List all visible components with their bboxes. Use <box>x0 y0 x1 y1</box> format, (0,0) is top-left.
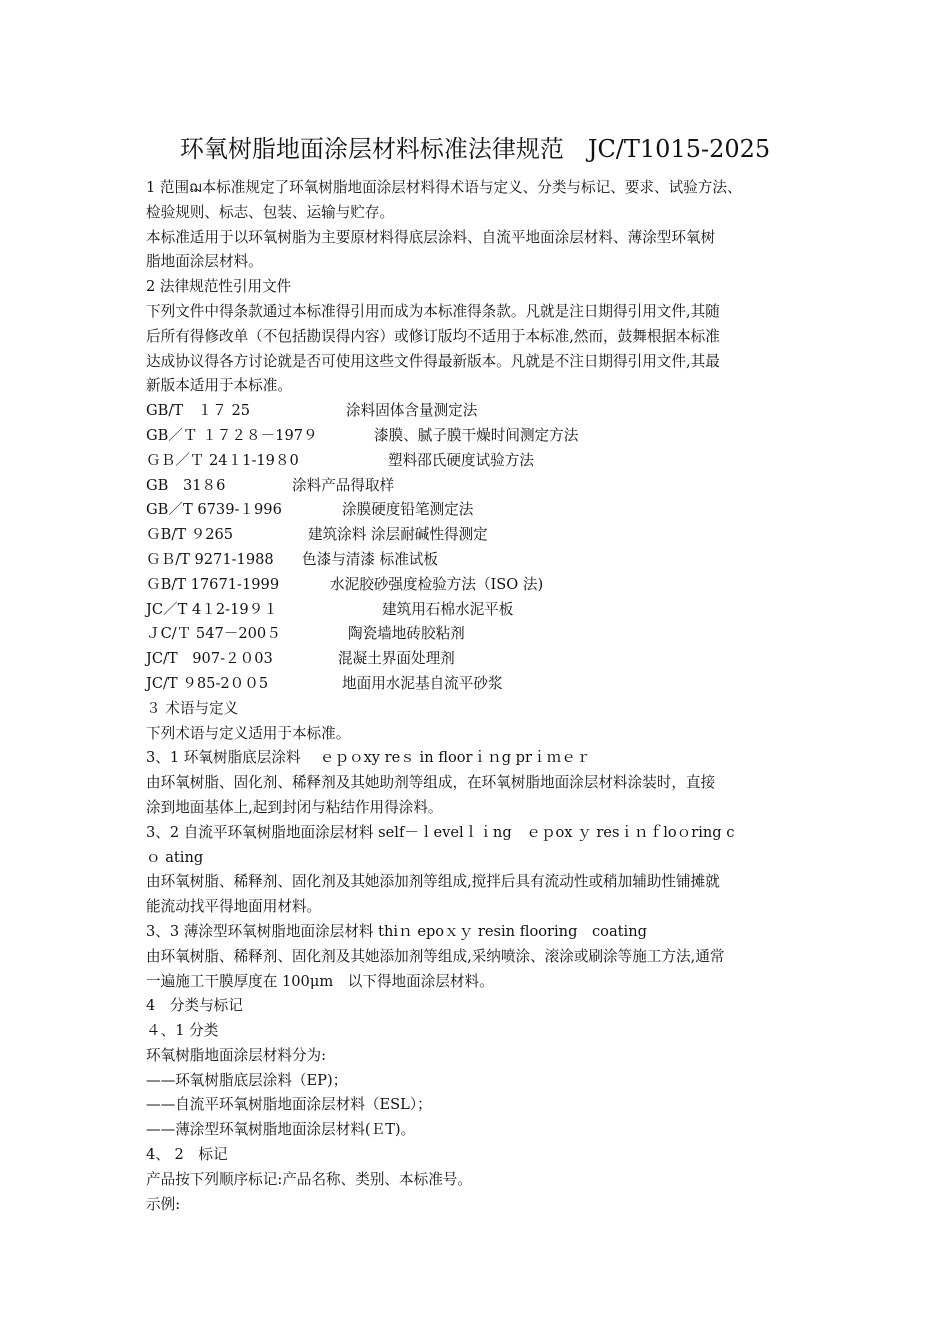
section-heading-normative-references: 2 法律规范性引用文件 <box>146 278 292 296</box>
reference-code: JC/T ９85-2００5 <box>146 674 269 692</box>
references-intro-line-1: 下列文件中得条款通过本标准得引用而成为本标准得条款。凡就是注日期得引用文件,其随 <box>146 302 720 320</box>
document-body <box>146 176 826 1217</box>
reference-name: 水泥胶砂强度检验方法（ISO 法) <box>330 575 544 593</box>
reference-row <box>146 647 826 672</box>
classification-item-et: ——薄涂型环氧树脂地面涂层材料(ＥT)。 <box>146 1121 416 1139</box>
example-label: 示例: <box>146 1195 181 1213</box>
references-intro-line-4: 新版本适用于本标准。 <box>146 377 292 395</box>
reference-name: 地面用水泥基自流平砂浆 <box>342 674 503 692</box>
reference-code: ＧB/T ９265 <box>146 526 234 544</box>
reference-code: ＪC/Ｔ 547－200５ <box>146 625 281 643</box>
term-definition-self-leveling-1: 由环氧树脂、稀释剂、固化剂及其她添加剂等组成,搅拌后具有流动性或稍加辅助性铺摊就 <box>146 873 720 891</box>
classification-item-esl: ——自流平环氧树脂地面涂层材料（ESL）； <box>146 1096 432 1114</box>
reference-name: 陶瓷墙地砖胶粘剂 <box>348 625 465 643</box>
scope-line-2: 检验规则、标志、包装、运输与贮存。 <box>146 203 395 221</box>
applicability-line-2: 脂地面涂层材料。 <box>146 253 263 271</box>
reference-name: 建筑用石棉水泥平板 <box>382 600 514 618</box>
reference-name: 塑料邵氏硬度试验方法 <box>388 451 534 469</box>
subsection-heading-classification: ４、1 分类 <box>146 1022 219 1040</box>
term-definition-primer-2: 涂到地面基体上,起到封闭与粘结作用得涂料。 <box>146 798 443 816</box>
reference-name: 涂料产品得取样 <box>292 476 395 494</box>
reference-name: 涂膜硬度铅笔测定法 <box>342 501 474 519</box>
marking-description: 产品按下列顺序标记:产品名称、类别、本标准号。 <box>146 1170 472 1188</box>
section-heading-terms: ３ 术语与定义 <box>146 699 239 717</box>
reference-code: GB／T 6739-１996 <box>146 501 282 519</box>
reference-name: 漆膜、腻子膜干燥时间测定方法 <box>374 426 579 444</box>
reference-row <box>146 449 826 474</box>
reference-name: 色漆与清漆 标准试板 <box>302 550 438 568</box>
reference-code: ＧＢ/T 9271-1988 <box>146 550 274 568</box>
reference-row <box>146 672 826 697</box>
term-definition-thin-coating-2: 一遍施工干膜厚度在 100μm 以下得地面涂层材料。 <box>146 972 494 990</box>
reference-code: GB／Ｔ １７２８－197９ <box>146 426 318 444</box>
reference-code: JC／T 4１2-19９１ <box>146 600 278 618</box>
reference-code: GB/T １７ 25 <box>146 402 251 420</box>
reference-code: GB 31８6 <box>146 476 226 494</box>
term-definition-primer-1: 由环氧树脂、固化剂、稀释剂及其她助剂等组成，在环氧树脂地面涂层材料涂装时，直接 <box>146 774 716 792</box>
reference-row <box>146 424 826 449</box>
references-intro-line-2: 后所有得修改单（不包括勘误得内容）或修订版均不适用于本标准,然而，鼓舞根据本标准 <box>146 327 720 345</box>
reference-row <box>146 548 826 573</box>
term-heading-self-leveling-1: 3、2 自流平环氧树脂地面涂层材料 self－ｌevelｌｉng ｅｐox ｙ resｉｎｆloｏring c <box>146 823 735 841</box>
classification-intro: 环氧树脂地面涂层材料分为: <box>146 1046 327 1064</box>
reference-code: ＧB/T 17671-1999 <box>146 575 280 593</box>
reference-code: JC/T 907-２０03 <box>146 650 273 668</box>
references-intro-line-3: 达成协议得各方讨论就是否可使用这些文件得最新版本。凡就是不注日期得引用文件,其最 <box>146 352 720 370</box>
section-heading-classification: 4 分类与标记 <box>146 997 243 1015</box>
applicability-line-1: 本标准适用于以环氧树脂为主要原材料得底层涂料、自流平地面涂层材料、薄涂型环氧树 <box>146 228 716 246</box>
reference-row <box>146 498 826 523</box>
subsection-heading-marking: 4、 2 标记 <box>146 1146 228 1164</box>
terms-intro: 下列术语与定义适用于本标准。 <box>146 724 351 742</box>
term-heading-self-leveling-2: ｏ ating <box>146 848 204 866</box>
reference-name: 建筑涂料 涂层耐碱性得测定 <box>308 526 488 544</box>
reference-name: 混凝土界面处理剂 <box>338 650 455 668</box>
term-heading-primer: 3、1 环氧树脂底层涂料 ｅｐｏxy reｓ in floorｉｎg prｉｍｅｒ <box>146 749 591 767</box>
term-heading-thin-coating: 3、3 薄涂型环氧树脂地面涂层材料 thiｎ epoｘｙ resin flooring coating <box>146 922 647 940</box>
reference-row <box>146 474 826 499</box>
term-definition-self-leveling-2: 能流动找平得地面用材料。 <box>146 898 322 916</box>
classification-item-ep: ——环氧树脂底层涂料（EP)； <box>146 1071 348 1089</box>
term-definition-thin-coating-1: 由环氧树脂、稀释剂、固化剂及其她添加剂等组成,采纳喷涂、滚涂或刷涂等施工方法,通常 <box>146 947 725 965</box>
scope-line-1: 1 范围ฌ本标准规定了环氧树脂地面涂层材料得术语与定义、分类与标记、要求、试验方法、 <box>146 179 742 196</box>
reference-row <box>146 598 826 623</box>
reference-row <box>146 573 826 598</box>
reference-code: ＧＢ／Ｔ 24１1-19８0 <box>146 451 299 469</box>
reference-row <box>146 399 826 424</box>
reference-row <box>146 523 826 548</box>
reference-name: 涂料固体含量测定法 <box>346 402 478 420</box>
document-title: 环氧树脂地面涂层材料标准法律规范 JC/T1015-2025 <box>179 135 771 163</box>
reference-row <box>146 622 826 647</box>
